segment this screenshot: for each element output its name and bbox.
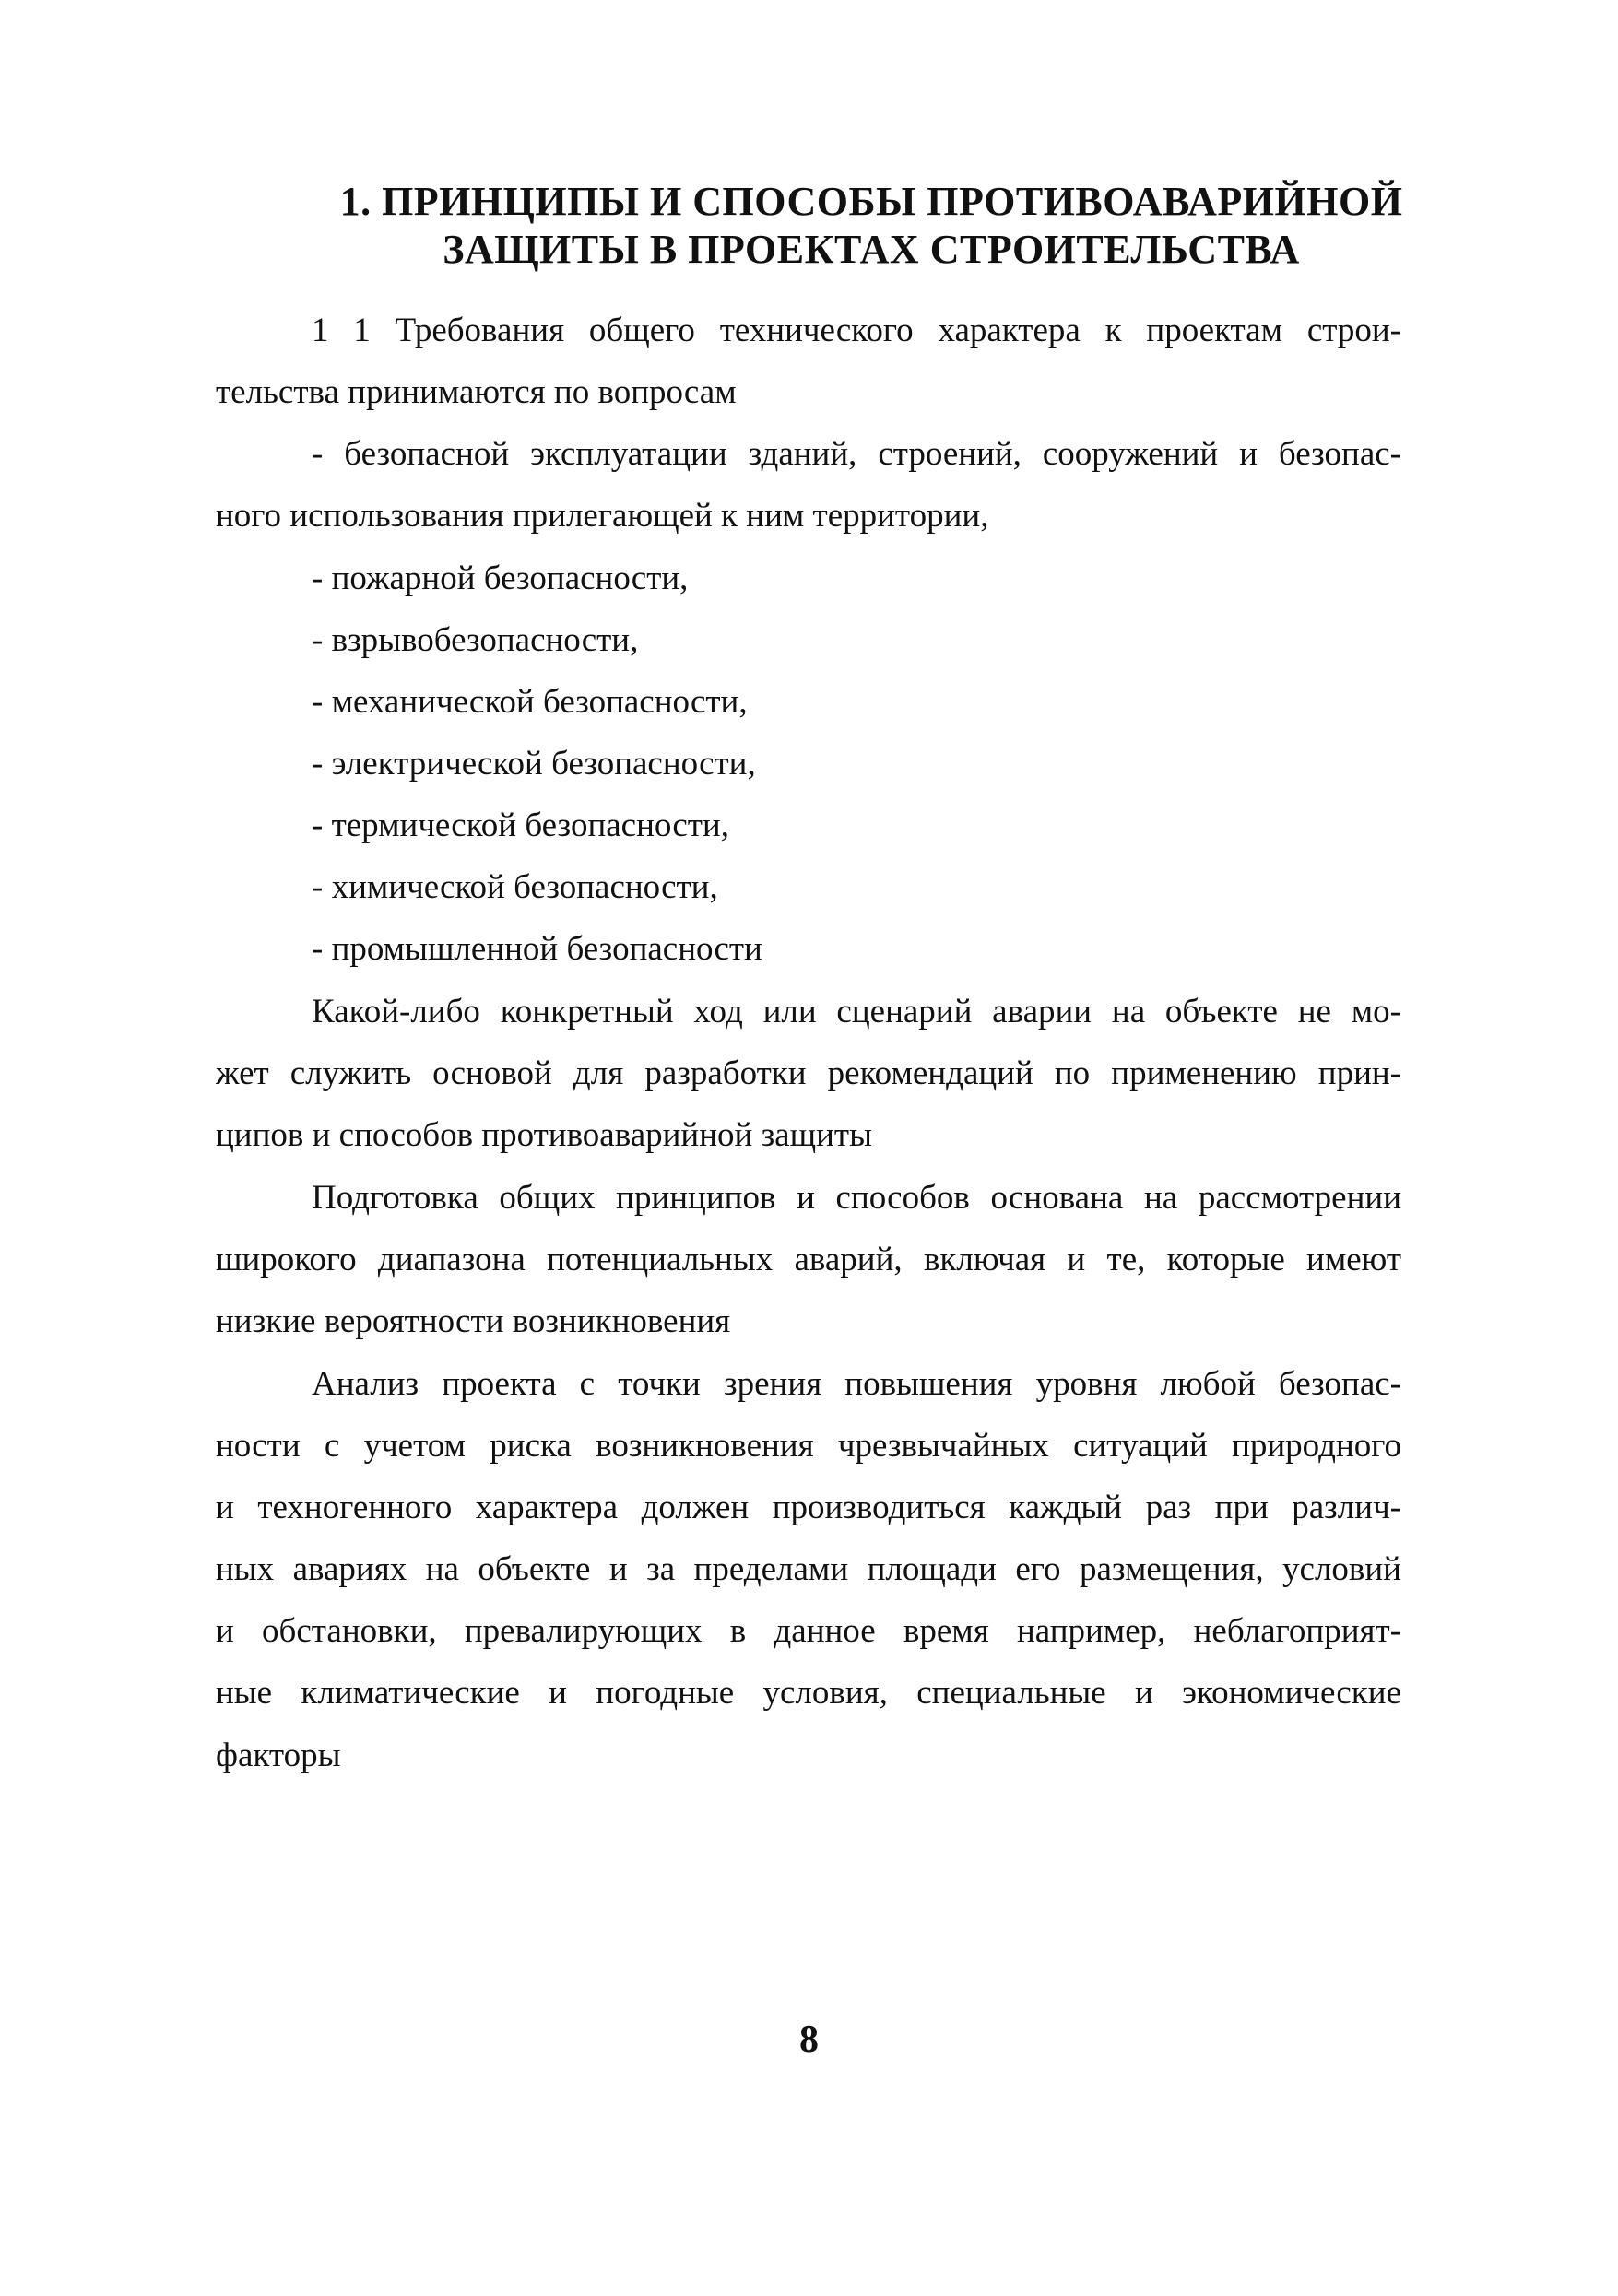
list-item-2: - пожарной безопасности, (312, 559, 689, 597)
list-item-6: - термической безопасности, (312, 807, 729, 844)
list-item-7: - химической безопасности, (312, 868, 718, 906)
paragraph-3-line-3: низкие вероятности возникновения (216, 1302, 731, 1340)
paragraph-4-line-6: ные климатические и погодные условия, специальные и экономические (216, 1674, 1401, 1712)
list-item-4: - механической безопасности, (312, 683, 748, 721)
paragraph-3-line-1: Подготовка общих принципов и способов основана на рассмотрении (312, 1179, 1401, 1217)
section-title-line-1: 1. ПРИНЦИПЫ И СПОСОБЫ ПРОТИВОАВАРИЙНОЙ (339, 179, 1403, 224)
paragraph-4-line-1: Анализ проекта с точки зрения повышения уровня любой безопас- (312, 1365, 1401, 1403)
list-item-5: - электрической безопасности, (312, 745, 756, 783)
paragraph-4-line-7: факторы (216, 1737, 341, 1774)
list-item-3: - взрывобезопасности, (312, 621, 639, 659)
paragraph-4-line-2: ности с учетом риска возникновения чрезвычайных ситуаций природного (216, 1427, 1401, 1465)
page-number: 8 (799, 2019, 819, 2061)
list-item-8: - промышленной безопасности (312, 930, 762, 968)
paragraph-4-line-3: и техногенного характера должен производиться каждый раз при различ- (216, 1489, 1401, 1526)
list-item-1-line-2: ного использования прилегающей к ним территории, (216, 497, 989, 535)
paragraph-1-line-1: 1 1 Требования общего технического характера к проектам строи- (312, 312, 1401, 349)
section-title-line-2: ЗАЩИТЫ В ПРОЕКТАХ СТРОИТЕЛЬСТВА (443, 227, 1300, 272)
paragraph-2-line-1: Какой-либо конкретный ход или сценарий аварии на объекте не мо- (312, 993, 1401, 1030)
paragraph-1-line-2: тельства принимаются по вопросам (216, 373, 737, 411)
paragraph-4-line-5: и обстановки, превалирующих в данное время например, неблагоприят- (216, 1612, 1401, 1650)
paragraph-2-line-2: жет служить основой для разработки рекомендаций по применению прин- (216, 1054, 1401, 1092)
paragraph-2-line-3: ципов и способов противоаварийной защиты (216, 1116, 872, 1154)
list-item-1-line-1: - безопасной эксплуатации зданий, строений, сооружений и безопас- (312, 435, 1401, 473)
paragraph-4-line-4: ных авариях на объекте и за пределами площади его размещения, условий (216, 1550, 1401, 1588)
paragraph-3-line-2: широкого диапазона потенциальных аварий, включая и те, которые имеют (216, 1241, 1401, 1278)
